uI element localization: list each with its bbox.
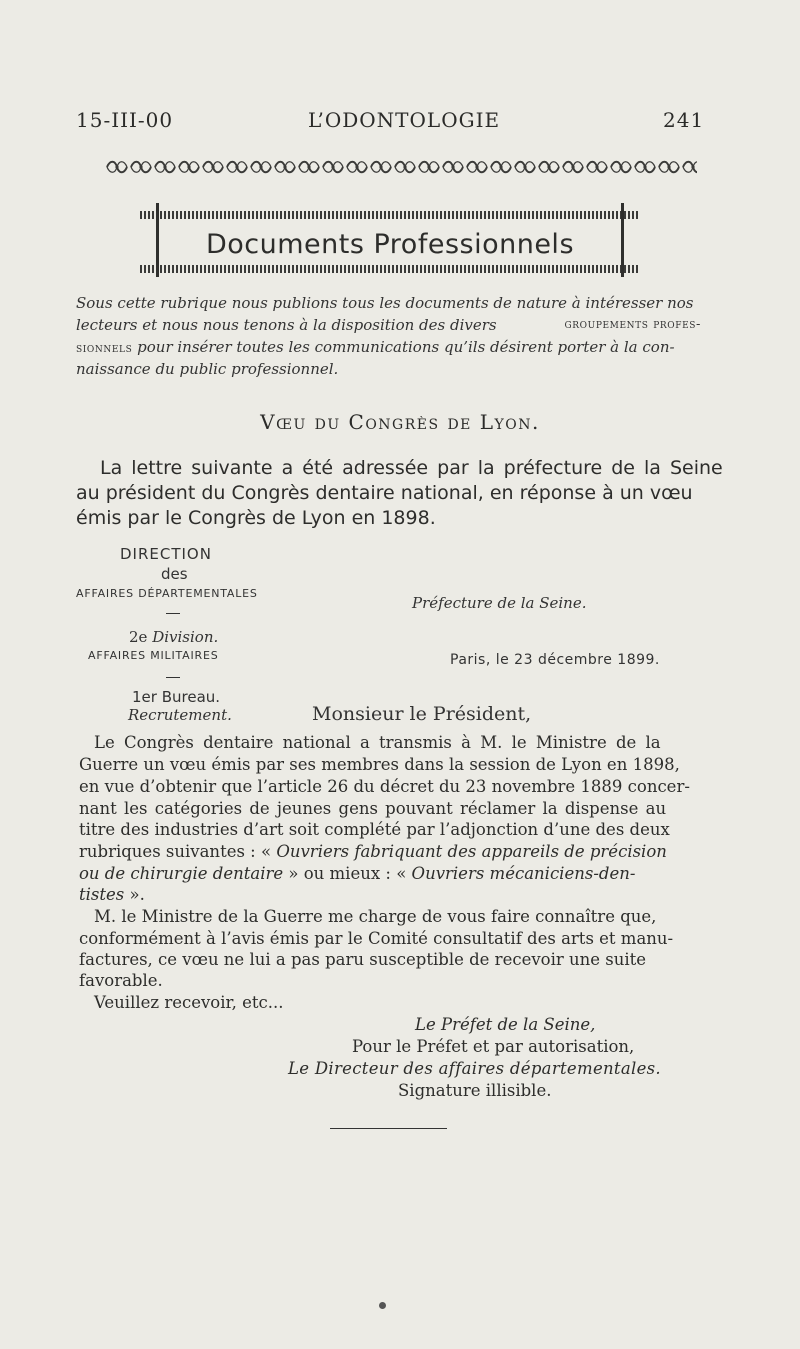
intro-line-1: Sous cette rubrique nous publions tous les documents de nature à intéresser nos xyxy=(76,294,694,312)
ornament-band xyxy=(105,158,697,176)
p1-l6-a: rubriques suivantes : « xyxy=(79,842,272,861)
p1-l7-a: ou de chirurgie dentaire xyxy=(79,864,284,883)
letter-p1-line-4: nant les catégories de jeunes gens pouvant réclamer la dispense au xyxy=(79,799,667,818)
division-number: 2e xyxy=(129,628,148,646)
letter-p2-line-4: favorable. xyxy=(79,971,163,990)
letter-p1-line-2: Guerre un vœu émis par ses membres dans la session de Lyon en 1898, xyxy=(79,755,680,774)
signature-prefet: Le Préfet de la Seine, xyxy=(415,1015,596,1034)
sidebar-dash-2 xyxy=(166,677,180,678)
sidebar-affaires-militaires: AFFAIRES MILITAIRES xyxy=(88,649,219,662)
dateline: Paris, le 23 décembre 1899. xyxy=(450,652,660,668)
division-label: Division. xyxy=(152,628,219,646)
intro-groupements: groupements profes- xyxy=(564,317,701,332)
journal-title: L’ODONTOLOGIE xyxy=(308,108,501,132)
sidebar-dash-1 xyxy=(166,613,180,614)
intro-line-4: naissance du public professionnel. xyxy=(76,360,339,378)
signature-directeur: Le Directeur des affaires départementales. xyxy=(288,1059,661,1078)
sidebar-division xyxy=(129,628,218,646)
intro-line-2-text: lecteurs et nous nous tenons à la disposition des divers xyxy=(76,316,497,334)
p1-l8-b: ». xyxy=(129,885,145,904)
prefecture-label: Préfecture de la Seine. xyxy=(412,594,587,612)
closing-rule xyxy=(330,1128,447,1129)
page-number: 241 xyxy=(663,108,705,132)
p1-l8-a: tistes xyxy=(79,885,125,904)
letter-p1-line-3: en vue d’obtenir que l’article 26 du décret du 23 novembre 1889 concer- xyxy=(79,777,690,796)
letter-p1-line-6 xyxy=(79,842,667,861)
intro-line-2 xyxy=(76,314,701,336)
bureau-label: Bureau. xyxy=(161,688,221,706)
heading-title: Documents Professionnels xyxy=(205,229,575,260)
bottom-rule xyxy=(140,265,640,273)
p1-l7-c: Ouvriers mécaniciens-den- xyxy=(411,864,636,883)
sidebar-des: des xyxy=(161,565,188,583)
running-head xyxy=(0,0,800,150)
letter-p2-line-2: conformément à l’avis émis par le Comité consultatif des arts et manu- xyxy=(79,929,674,948)
lead-line-1: La lettre suivante a été adressée par la préfecture de la Seine xyxy=(100,457,723,479)
letter-p1-line-5: titre des industries d’art soit complété par l’adjonction d’une des deux xyxy=(79,820,670,839)
intro-sionnels: sionnels xyxy=(76,341,133,356)
issue-date: 15-III-00 xyxy=(76,108,174,132)
lead-line-3: émis par le Congrès de Lyon en 1898. xyxy=(76,507,436,529)
letter-p1-line-1: Le Congrès dentaire national a transmis à M. le Ministre de la xyxy=(94,733,661,752)
bureau-number: 1er xyxy=(132,688,157,706)
signature-illisible: Signature illisible. xyxy=(398,1081,552,1100)
letter-p3: Veuillez recevoir, etc... xyxy=(94,993,284,1012)
sidebar-recrutement: Recrutement. xyxy=(128,706,232,724)
sidebar-affaires-departementales: AFFAIRES DÉPARTEMENTALES xyxy=(76,587,258,600)
signature-pour: Pour le Préfet et par autorisation, xyxy=(352,1037,635,1056)
top-rule xyxy=(140,211,640,219)
p1-l7-b: » ou mieux : « xyxy=(288,864,407,883)
sidebar-direction: DIRECTION xyxy=(120,545,212,563)
letter-p2-line-1: M. le Ministre de la Guerre me charge de vous faire connaître que, xyxy=(94,907,657,926)
p1-l6-b: Ouvriers fabriquant des appareils de précision xyxy=(276,842,667,861)
sidebar-bureau xyxy=(132,688,220,706)
intro-line-3-text: pour insérer toutes les communications qu’ils désirent porter à la con- xyxy=(137,338,675,356)
intro-line-3 xyxy=(76,336,701,360)
letter-p2-line-3: factures, ce vœu ne lui a pas paru susceptible de recevoir une suite xyxy=(79,950,647,969)
letter-p1-line-7 xyxy=(79,864,635,883)
article-title: Vœu du Congrès de Lyon. xyxy=(260,410,540,434)
ink-dot xyxy=(379,1302,386,1309)
salutation: Monsieur le Président, xyxy=(312,703,532,725)
lead-line-2: au président du Congrès dentaire national, en réponse à un vœu xyxy=(76,482,693,504)
section-heading-box xyxy=(140,205,640,279)
letter-p1-line-8 xyxy=(79,885,145,904)
